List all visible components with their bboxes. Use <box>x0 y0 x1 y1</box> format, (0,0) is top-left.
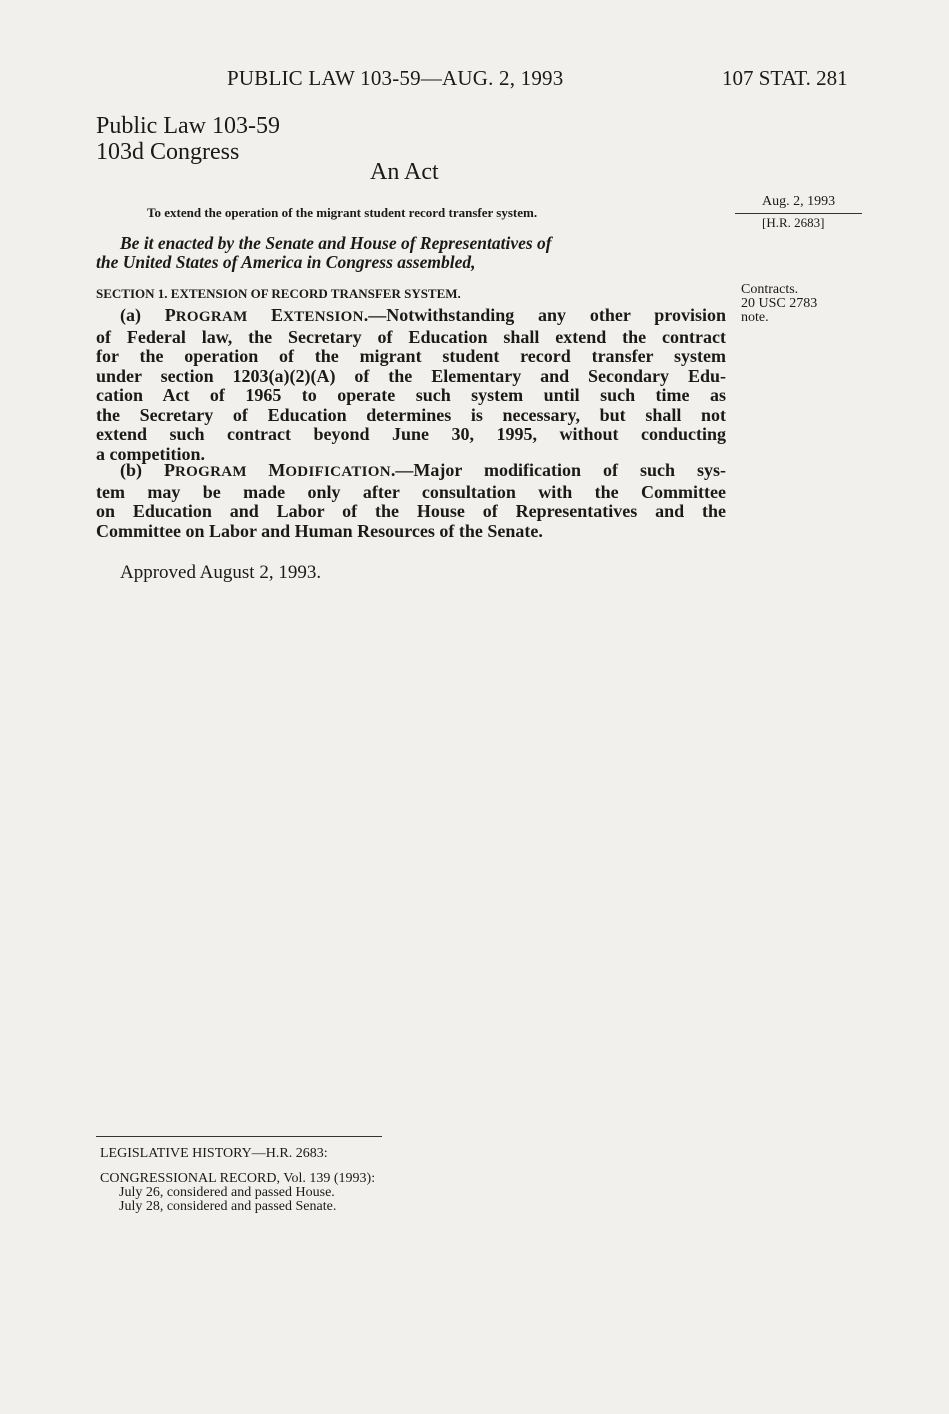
enacting-line: Be it enacted by the Senate and House of Representatives of <box>120 233 552 253</box>
footer-rule <box>96 1136 382 1137</box>
paragraph-line: the Secretary of Education determines is necessary, but shall not <box>96 404 726 425</box>
paragraph-line: a competition. <box>96 443 205 464</box>
paragraph-line: tem may be made only after consultation with the Committee <box>96 481 726 502</box>
legislative-action: July 28, considered and passed Senate. <box>119 1199 337 1214</box>
margin-note: 20 USC 2783 <box>741 296 818 311</box>
paragraph-line: extend such contract beyond June 30, 1995, without conducting <box>96 424 726 444</box>
paragraph-line: for the operation of the migrant student record transfer system <box>96 346 726 366</box>
enacting-clause <box>96 234 726 272</box>
legislative-history-title: LEGISLATIVE HISTORY—H.R. 2683: <box>100 1146 328 1161</box>
paragraph-line: (a) PROGRAM EXTENSION.—Notwithstanding any other provision <box>120 305 726 325</box>
congress-number: 103d Congress <box>96 139 240 165</box>
act-title: An Act <box>370 159 439 185</box>
margin-note: Contracts. <box>741 282 799 297</box>
approval-date: Approved August 2, 1993. <box>120 562 322 583</box>
running-head: PUBLIC LAW 103-59—AUG. 2, 1993 <box>227 66 564 90</box>
paragraph-line: cation Act of 1965 to operate such system until such time as <box>96 385 726 405</box>
margin-bill-number: [H.R. 2683] <box>762 215 825 230</box>
section-heading: SECTION 1. EXTENSION OF RECORD TRANSFER SYSTEM. <box>96 286 461 301</box>
enacting-line: the United States of America in Congress assembled, <box>96 252 476 272</box>
margin-date: Aug. 2, 1993 <box>762 194 836 209</box>
margin-note: note. <box>741 310 769 325</box>
paragraph-a <box>96 306 726 464</box>
act-purpose: To extend the operation of the migrant student record transfer system. <box>147 205 538 220</box>
legislative-action: July 26, considered and passed House. <box>119 1185 335 1200</box>
paragraph-line: Committee on Labor and Human Resources of the Senate. <box>96 520 543 541</box>
paragraph-b <box>96 461 726 541</box>
margin-rule <box>735 213 862 214</box>
congressional-record: CONGRESSIONAL RECORD, Vol. 139 (1993): <box>100 1171 376 1186</box>
paragraph-line: on Education and Labor of the House of Representatives and the <box>96 501 726 521</box>
public-law-number: Public Law 103-59 <box>96 113 280 139</box>
paragraph-line: under section 1203(a)(2)(A) of the Elementary and Secondary Edu- <box>96 365 726 386</box>
statute-page-reference: 107 STAT. 281 <box>722 66 848 90</box>
paragraph-line: of Federal law, the Secretary of Education shall extend the contract <box>96 326 726 347</box>
paragraph-line: (b) PROGRAM MODIFICATION.—Major modification of such sys- <box>120 460 727 480</box>
